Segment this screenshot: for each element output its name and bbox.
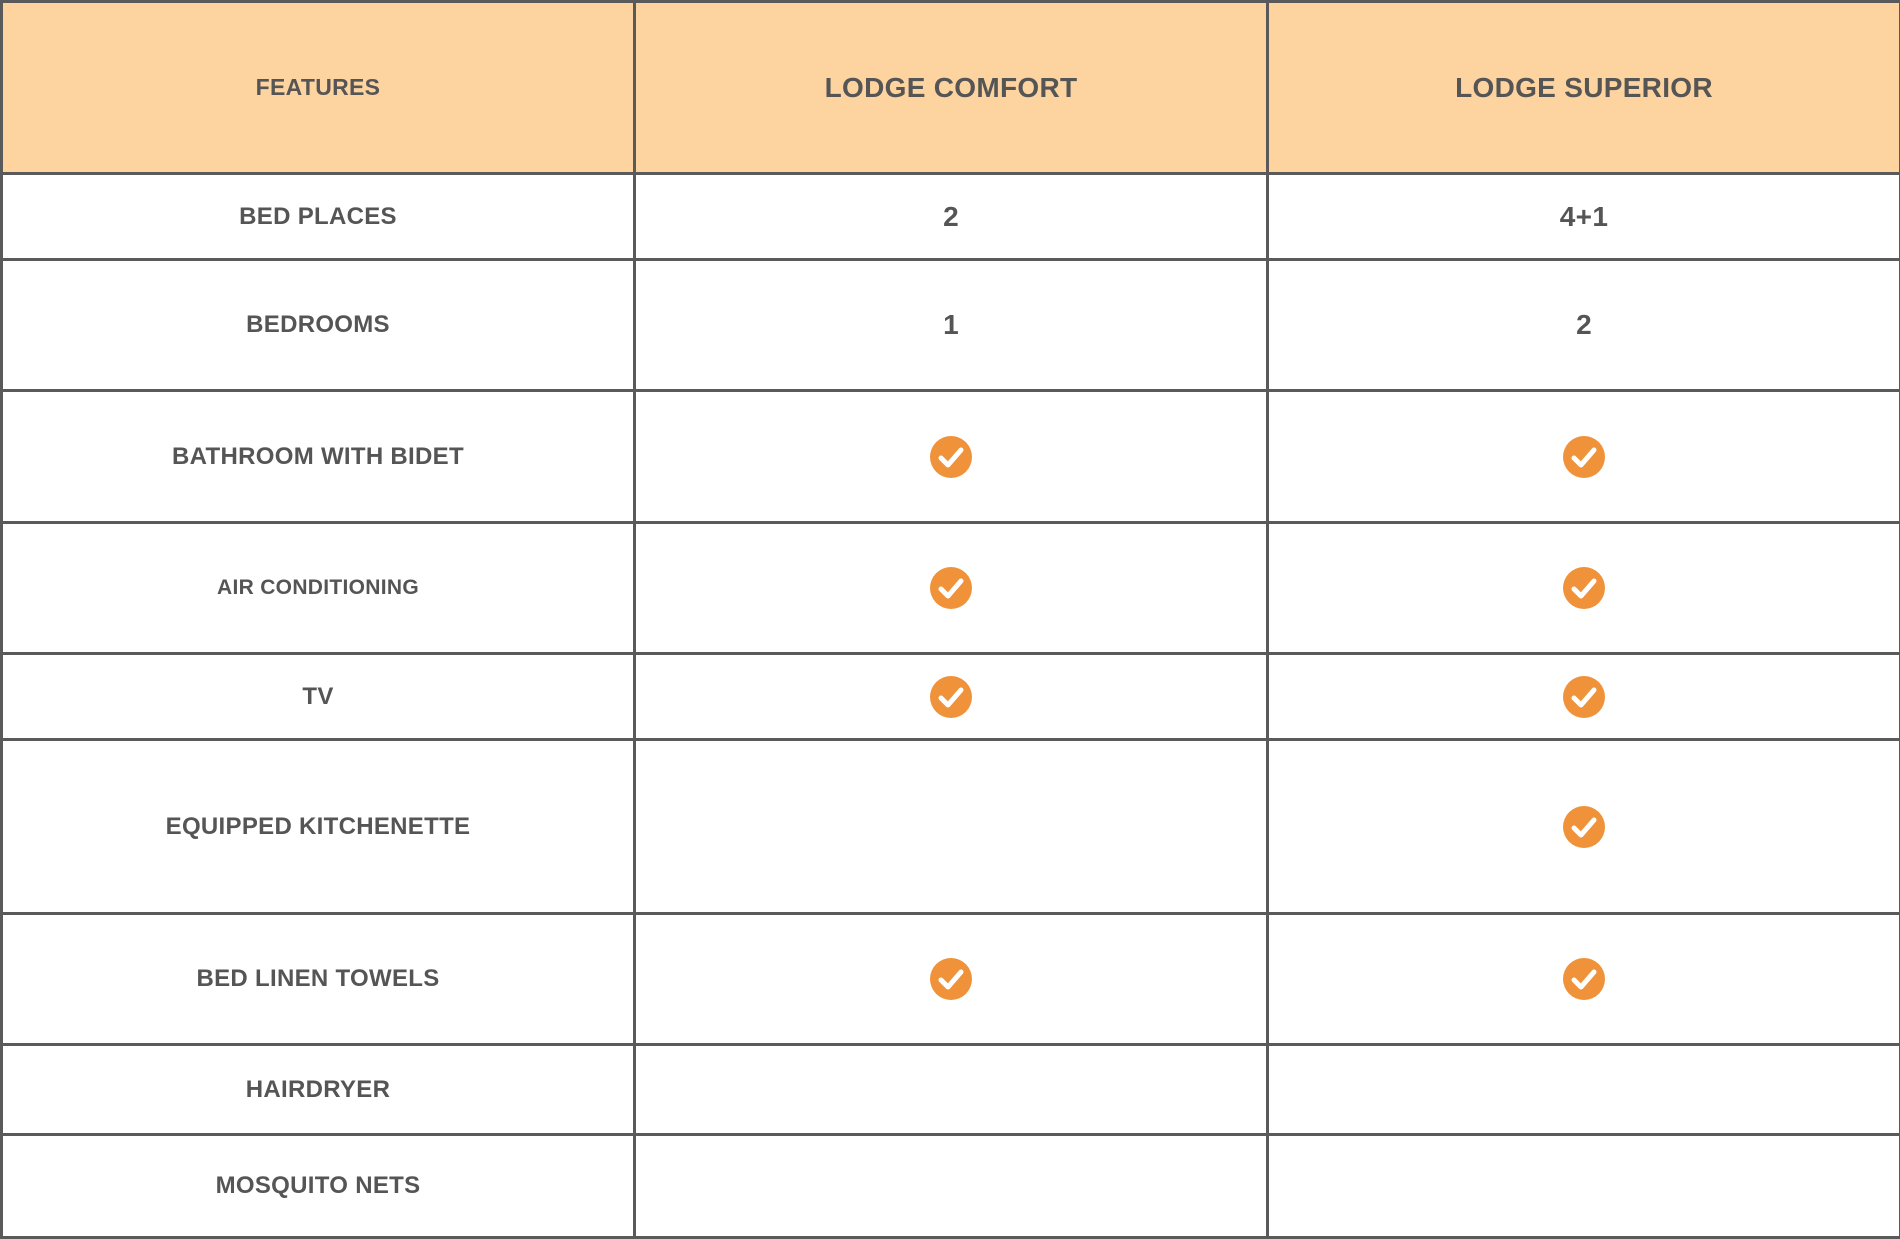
check-icon: [929, 675, 973, 719]
header-lodge-superior: LODGE SUPERIOR: [1268, 2, 1900, 174]
header-lodge-comfort: LODGE COMFORT: [635, 2, 1268, 174]
table-row: [2, 1045, 1900, 1135]
comfort-value: 1: [635, 260, 1268, 391]
feature-label: BEDROOMS: [2, 260, 635, 391]
table-row: [2, 1135, 1900, 1238]
header-row: [2, 2, 1900, 174]
feature-label: AIR CONDITIONING: [2, 523, 635, 654]
superior-cell: [1268, 1135, 1900, 1238]
table-row: [2, 740, 1900, 914]
comfort-cell: [635, 523, 1268, 654]
feature-label: BATHROOM WITH BIDET: [2, 391, 635, 523]
check-icon: [929, 435, 973, 479]
check-icon: [1562, 566, 1606, 610]
superior-cell: [1268, 914, 1900, 1045]
comfort-cell: [635, 391, 1268, 523]
superior-cell: [1268, 391, 1900, 523]
table-row: [2, 260, 1900, 391]
superior-value: 4+1: [1268, 174, 1900, 260]
check-icon: [1562, 957, 1606, 1001]
check-icon: [929, 566, 973, 610]
header-features: FEATURES: [2, 2, 635, 174]
comfort-cell: [635, 1045, 1268, 1135]
comfort-value: 2: [635, 174, 1268, 260]
superior-value: 2: [1268, 260, 1900, 391]
table-row: [2, 174, 1900, 260]
feature-label: BED LINEN TOWELS: [2, 914, 635, 1045]
comfort-cell: [635, 914, 1268, 1045]
feature-label: HAIRDRYER: [2, 1045, 635, 1135]
feature-label: MOSQUITO NETS: [2, 1135, 635, 1238]
table-row: [2, 654, 1900, 740]
superior-cell: [1268, 654, 1900, 740]
superior-cell: [1268, 523, 1900, 654]
table-row: [2, 914, 1900, 1045]
check-icon: [1562, 675, 1606, 719]
feature-label: TV: [2, 654, 635, 740]
superior-cell: [1268, 740, 1900, 914]
table-row: [2, 523, 1900, 654]
superior-cell: [1268, 1045, 1900, 1135]
check-icon: [1562, 435, 1606, 479]
feature-label: EQUIPPED KITCHENETTE: [2, 740, 635, 914]
comfort-cell: [635, 1135, 1268, 1238]
check-icon: [929, 957, 973, 1001]
table-row: [2, 391, 1900, 523]
comfort-cell: [635, 740, 1268, 914]
check-icon: [1562, 805, 1606, 849]
feature-label: BED PLACES: [2, 174, 635, 260]
comfort-cell: [635, 654, 1268, 740]
